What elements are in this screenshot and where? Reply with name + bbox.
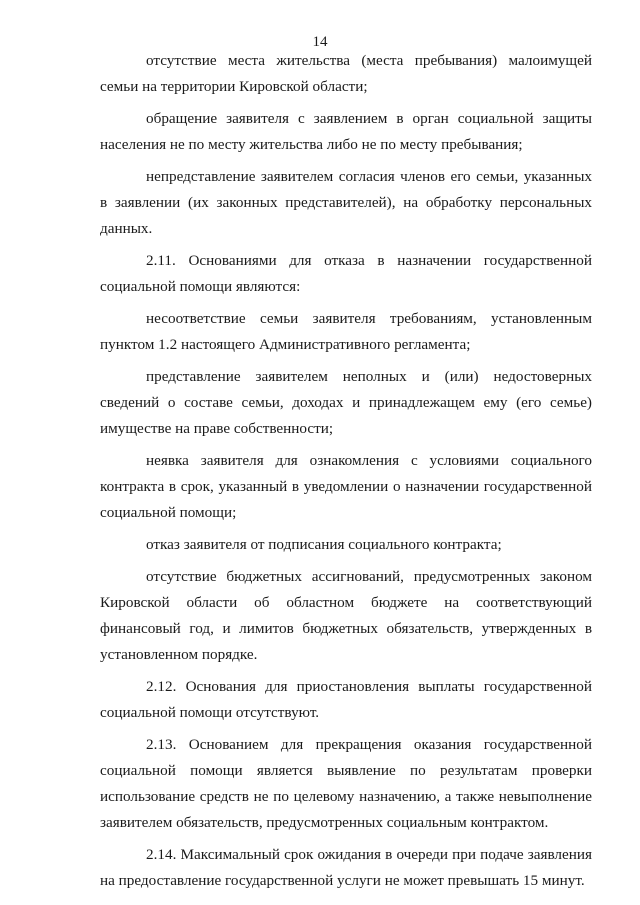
paragraph-2-14-wait-time: 2.14. Максимальный срок ожидания в очереди при подаче заявления на предоставление государственной услуги не может превышать 15 минут. [100, 846, 592, 889]
paragraph-contract-refusal: отказ заявителя от подписания социального контракта; [146, 536, 502, 553]
paragraph-no-budget: отсутствие бюджетных ассигнований, предусмотренных законом Кировской области об областном бюджете на соответствующий финансовый год, и лимитов бюджетных обязательств, утвержденных в установленном порядке. [100, 568, 592, 663]
paragraph-wrong-office: обращение заявителя с заявлением в орган социальной защиты населения не по месту жительства либо не по месту пребывания; [100, 110, 592, 153]
paragraph-no-consent: непредставление заявителем согласия членов его семьи, указанных в заявлении (их законных представителей), на обработку персональных данных. [100, 168, 592, 237]
paragraph-no-residence: отсутствие места жительства (места пребывания) малоимущей семьи на территории Кировской области; [100, 52, 592, 95]
paragraph-incomplete-info: представление заявителем неполных и (или) недостоверных сведений о составе семьи, доходах и принадлежащем ему (его семье) имуществе на праве собственности; [100, 368, 592, 437]
page-number: 14 [312, 34, 328, 50]
paragraph-2-12-suspension: 2.12. Основания для приостановления выплаты государственной социальной помощи отсутствуют. [100, 678, 592, 721]
paragraph-no-show: неявка заявителя для ознакомления с условиями социального контракта в срок, указанный в уведомлении о назначении государственной социальной помощи; [100, 452, 592, 521]
paragraph-2-11-refusal-grounds: 2.11. Основаниями для отказа в назначении государственной социальной помощи являются: [100, 252, 592, 295]
document-body [100, 48, 592, 895]
paragraph-2-13-termination: 2.13. Основанием для прекращения оказания государственной социальной помощи является выявление по результатам проверки использование средств не по целевому назначению, а также невыполнение заявителем обязательств, предусмотренных социальным контрактом. [100, 736, 592, 831]
paragraph-requirements-mismatch: несоответствие семьи заявителя требованиям, установленным пунктом 1.2 настоящего Административного регламента; [100, 310, 592, 353]
